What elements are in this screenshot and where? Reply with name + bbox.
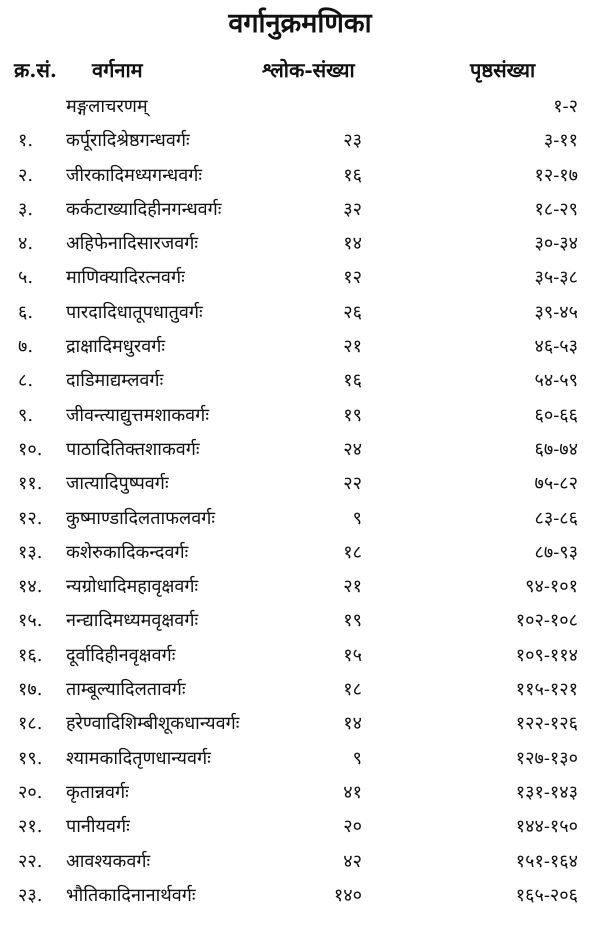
table-row <box>0 330 600 364</box>
row-serial-number: १३. <box>18 541 43 563</box>
row-chapter-name: कृतान्नवर्गः <box>66 781 129 803</box>
table-row <box>0 673 600 707</box>
row-chapter-name: न्यग्रोधादिमहावृक्षवर्गः <box>66 576 199 598</box>
table-row <box>0 90 600 124</box>
row-verse-count: ९ <box>352 507 362 529</box>
row-serial-number: ३. <box>18 198 34 220</box>
header-verse-count: श्लोक-संख्या <box>262 58 355 82</box>
table-row <box>0 261 600 295</box>
row-serial-number: १०. <box>18 438 43 460</box>
row-serial-number: ७. <box>18 336 34 358</box>
row-chapter-name: ताम्बूल्यादिलतावर्गः <box>66 679 186 701</box>
row-verse-count: १४ <box>343 233 362 255</box>
row-serial-number: २१. <box>18 816 43 838</box>
row-page-range: १०९-११४ <box>515 644 578 666</box>
row-chapter-name: जात्यादिपुष्पवर्गः <box>66 473 169 495</box>
row-chapter-name: जीवन्त्याद्युत्तमशाकवर्गः <box>66 404 209 426</box>
row-verse-count: ३२ <box>343 198 362 220</box>
row-chapter-name: दाडिमाद्यम्लवर्गः <box>66 370 164 392</box>
row-page-range: ३-११ <box>543 130 578 152</box>
row-serial-number: २२. <box>18 850 43 872</box>
table-row <box>0 604 600 638</box>
table-row <box>0 707 600 741</box>
row-chapter-name: नन्द्यादिमध्यमवृक्षवर्गः <box>66 610 199 632</box>
row-chapter-name: भौतिकादिनानार्थवर्गः <box>66 884 196 906</box>
row-verse-count: २१ <box>343 336 362 358</box>
row-serial-number: १९. <box>18 747 43 769</box>
row-serial-number: १८. <box>18 713 43 735</box>
row-page-range: ३०-३४ <box>534 233 578 255</box>
table-row <box>0 159 600 193</box>
row-serial-number: ८. <box>18 370 34 392</box>
header-chapter-name: वर्गनाम <box>92 58 143 82</box>
row-serial-number: १७. <box>18 679 43 701</box>
table-row <box>0 193 600 227</box>
row-verse-count: २३ <box>343 130 362 152</box>
table-row <box>0 570 600 604</box>
row-serial-number: १२. <box>18 507 43 529</box>
row-verse-count: १२ <box>343 267 362 289</box>
row-verse-count: २६ <box>343 301 362 323</box>
table-row <box>0 467 600 501</box>
table-row <box>0 639 600 673</box>
row-page-range: ११५-१२१ <box>515 679 578 701</box>
row-chapter-name: आवश्यकवर्गः <box>66 850 151 872</box>
row-verse-count: १४० <box>333 884 362 906</box>
table-row <box>0 742 600 776</box>
header-page-range: पृष्ठसंख्या <box>470 58 536 82</box>
table-row <box>0 399 600 433</box>
row-chapter-name: श्यामकादितृणधान्यवर्गः <box>66 747 211 769</box>
row-verse-count: १४ <box>343 713 362 735</box>
row-serial-number: २३. <box>18 884 43 906</box>
index-table-body <box>0 90 600 913</box>
row-verse-count: २४ <box>343 438 362 460</box>
row-chapter-name: पाठादितिक्तशाकवर्गः <box>66 438 200 460</box>
table-row <box>0 536 600 570</box>
row-page-range: ५४-५९ <box>534 370 578 392</box>
row-chapter-name: कुष्माण्डादिलताफलवर्गः <box>66 507 215 529</box>
row-chapter-name: हरेण्वादिशिम्बीशूकधान्यवर्गः <box>66 713 240 735</box>
row-page-range: १५१-१६४ <box>515 850 578 872</box>
row-serial-number: १. <box>18 130 34 152</box>
row-page-range: ६७-७४ <box>534 438 578 460</box>
row-page-range: ७५-८२ <box>534 473 578 495</box>
page-title: वर्गानुक्रमणिका <box>228 8 372 39</box>
table-row <box>0 433 600 467</box>
row-serial-number: २०. <box>18 781 43 803</box>
row-serial-number: १६. <box>18 644 43 666</box>
row-chapter-name: द्राक्षादिमधुरवर्गः <box>66 336 165 358</box>
row-verse-count: २२ <box>343 473 362 495</box>
row-serial-number: ६. <box>18 301 34 323</box>
table-row <box>0 776 600 810</box>
row-verse-count: १९ <box>343 610 362 632</box>
row-verse-count: ४१ <box>343 781 362 803</box>
row-chapter-name: पारदादिधातूपधातुवर्गः <box>66 301 203 323</box>
row-verse-count: १८ <box>343 541 362 563</box>
row-page-range: १२७-१३० <box>515 747 578 769</box>
row-chapter-name: कर्कटाख्यादिहीनगन्धवर्गः <box>66 198 222 220</box>
table-row <box>0 296 600 330</box>
row-page-range: ३९-४५ <box>534 301 578 323</box>
row-page-range: १६५-२०६ <box>515 884 578 906</box>
table-row <box>0 810 600 844</box>
row-page-range: ८७-९३ <box>534 541 578 563</box>
row-page-range: १२-१७ <box>534 164 578 186</box>
row-serial-number: ९. <box>18 404 34 426</box>
table-row <box>0 879 600 913</box>
row-chapter-name: कशेरुकादिकन्दवर्गः <box>66 541 189 563</box>
row-serial-number: ११. <box>18 473 43 495</box>
row-chapter-name: जीरकादिमध्यगन्धवर्गः <box>66 164 203 186</box>
row-serial-number: ४. <box>18 233 34 255</box>
table-row <box>0 124 600 158</box>
row-verse-count: ९ <box>352 747 362 769</box>
row-page-range: ४६-५३ <box>534 336 578 358</box>
row-verse-count: २१ <box>343 576 362 598</box>
row-verse-count: ४२ <box>343 850 362 872</box>
row-page-range: १८-२९ <box>534 198 578 220</box>
row-page-range: १-२ <box>553 96 578 117</box>
row-verse-count: १९ <box>343 404 362 426</box>
row-chapter-name: माणिक्यादिरत्नवर्गः <box>66 267 185 289</box>
row-serial-number: २. <box>18 164 34 186</box>
row-page-range: ९४-१०१ <box>525 576 578 598</box>
row-chapter-name: अहिफेनादिसारजवर्गः <box>66 233 199 255</box>
table-row <box>0 502 600 536</box>
row-page-range: १२२-१२६ <box>515 713 578 735</box>
row-page-range: १४४-१५० <box>515 816 578 838</box>
table-row <box>0 364 600 398</box>
row-verse-count: १६ <box>343 370 362 392</box>
row-serial-number: १४. <box>18 576 43 598</box>
row-page-range: १०२-१०८ <box>515 610 578 632</box>
table-row <box>0 845 600 879</box>
row-serial-number: १५. <box>18 610 43 632</box>
table-row <box>0 227 600 261</box>
row-chapter-name: दूर्वादिहीनवृक्षवर्गः <box>66 644 176 666</box>
row-page-range: ३५-३८ <box>534 267 578 289</box>
row-verse-count: १८ <box>343 679 362 701</box>
row-page-range: १३१-१४३ <box>515 781 578 803</box>
row-chapter-name: मङ्गलाचरणम् <box>66 96 148 117</box>
row-page-range: ८३-८६ <box>534 507 578 529</box>
row-verse-count: १६ <box>343 164 362 186</box>
row-chapter-name: पानीयवर्गः <box>66 816 130 838</box>
row-verse-count: २० <box>343 816 362 838</box>
row-page-range: ६०-६६ <box>534 404 578 426</box>
row-verse-count: १५ <box>343 644 362 666</box>
row-serial-number: ५. <box>18 267 34 289</box>
header-serial-number: क्र.सं. <box>14 58 57 82</box>
table-header <box>0 54 600 86</box>
row-chapter-name: कर्पूरादिश्रेष्ठगन्धवर्गः <box>66 130 190 152</box>
